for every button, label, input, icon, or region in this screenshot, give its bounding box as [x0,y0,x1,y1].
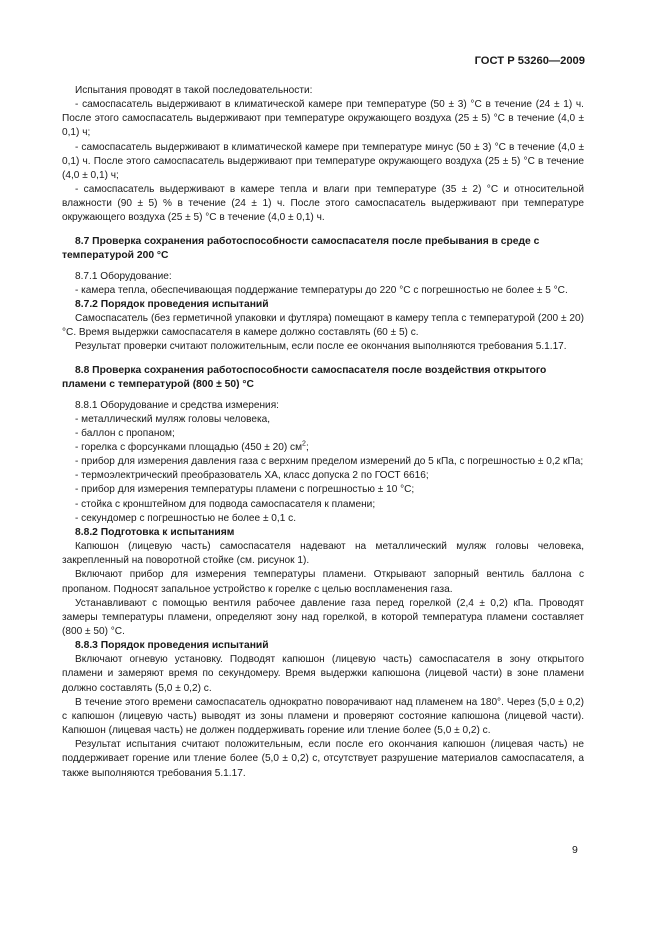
paragraph: Результат испытания считают положительным, если после его окончания капюшон (лицевая часть) не поддерживает горение или тление более (5,0 ± 0,2) с, отсутствует разрушение материалов самоспасателя, а также выполняются требования 5.1.17. [62,739,584,779]
list-item: - прибор для измерения температуры пламени с погрешностью ± 10 °С; [75,484,415,496]
paragraph: - камера тепла, обеспечивающая поддержание температуры до 220 °С с погрешностью не более ± 5 °С. [75,284,568,296]
list-item: - металлический муляж головы человека, [75,413,271,425]
paragraph: 8.7.1 Оборудование: [75,270,172,282]
paragraph: Капюшон (лицевую часть) самоспасателя надевают на металлический муляж головы человека, закрепленный на поворотной стойке (см. рисунок 1). [62,541,584,567]
list-item-text: - горелка с форсунками площадью (450 ± 20) см [75,441,303,453]
paragraph: Самоспасатель (без герметичной упаковки и футляра) помещают в камеру тепла с температурой (200 ± 20) °С. Время выдержки самоспасателя в камере должно составлять (60 ± 5) с. [62,313,584,339]
document-id: ГОСТ Р 53260—2009 [474,55,585,67]
page-body [62,84,584,781]
paragraph: Испытания проводят в такой последовательности: [75,85,313,96]
subsection-heading: 8.8.2 Подготовка к испытаниям [75,526,235,538]
paragraph: Результат проверки считают положительным, если после ее окончания выполняются требования 5.1.17. [75,341,567,353]
subsection-heading: 8.7.2 Порядок проведения испытаний [75,298,269,310]
paragraph: Устанавливают с помощью вентиля рабочее давление газа перед горелкой (2,4 ± 0,2) кПа. Проводят замеры температуры пламени, определяют зону над горелкой, в которой температура пламени составляет (800 ± 50) °С. [62,597,584,637]
paragraph: - самоспасатель выдерживают в камере тепла и влаги при температуре (35 ± 2) °С и относительной влажности (90 ± 5) % в течение (24 ± 1) ч. После этого самоспасатель выдерживают при температуре окружающего воздуха (25 ± 5) °С в течение (4,0 ± 0,1) ч. [62,184,584,224]
list-item: - стойка с кронштейном для подвода самоспасателя к пламени; [75,498,376,510]
paragraph: - самоспасатель выдерживают в климатической камере при температуре минус (50 ± 3) °С в течение (4,0 ± 0,1) ч. После этого самоспасатель выдерживают при температуре окружающего воздуха (25 ± 5) °С в течение (4,0 ± 0,1) ч; [62,141,584,181]
list-item: - термоэлектрический преобразователь ХА, класс допуска 2 по ГОСТ 6616; [75,470,429,482]
section-heading-8-8: 8.8 Проверка сохранения работоспособности самоспасателя после воздействия открытого пламени с температурой (800 ± 50) °С [62,364,547,390]
page-number: 9 [572,844,578,856]
section-heading-8-7: 8.7 Проверка сохранения работоспособности самоспасателя после пребывания в среде с температурой 200 °С [62,235,540,262]
paragraph: В течение этого времени самоспасатель однократно поворачивают над пламенем на 180°. Через (5,0 ± 0,2) с капюшон (лицевую часть) выводят из зоны пламени и проверяют состояние капюшона (лицевой части). Капюшон (лицевая часть) не должен поддерживать горение или тление более (5,0 ± 0,2) с. [62,696,584,737]
list-item [62,441,584,455]
paragraph: Включают прибор для измерения температуры пламени. Открывают запорный вентиль баллона с пропаном. Подносят запальное устройство к горелке с целью воспламенения газа. [62,569,584,595]
list-item: - баллон с пропаном; [75,427,175,439]
list-item-tail: ; [305,441,309,453]
paragraph: 8.8.1 Оборудование и средства измерения: [75,399,279,411]
list-item: - прибор для измерения давления газа с верхним пределом измерений до 5 кПа, с погрешностью ± 0,2 кПа; [75,456,584,468]
paragraph: - самоспасатель выдерживают в климатической камере при температуре (50 ± 3) °С в течение (24 ± 1) ч. После этого самоспасатель выдерживают при температуре окружающего воздуха (25 ± 5) °С в течение (4,0 ± 0,1) ч; [62,99,584,139]
paragraph: Включают огневую установку. Подводят капюшон (лицевую часть) самоспасателя в зону открытого пламени и замеряют время по секундомеру. Время выдержки капюшона (лицевой части) в зоне пламени должно составлять (5,0 ± 0,2) с. [62,654,584,694]
list-item: - секундомер с погрешностью не более ± 0,1 с. [75,512,296,524]
superscript: 2 [302,440,306,448]
subsection-heading: 8.8.3 Порядок проведения испытаний [75,640,269,652]
